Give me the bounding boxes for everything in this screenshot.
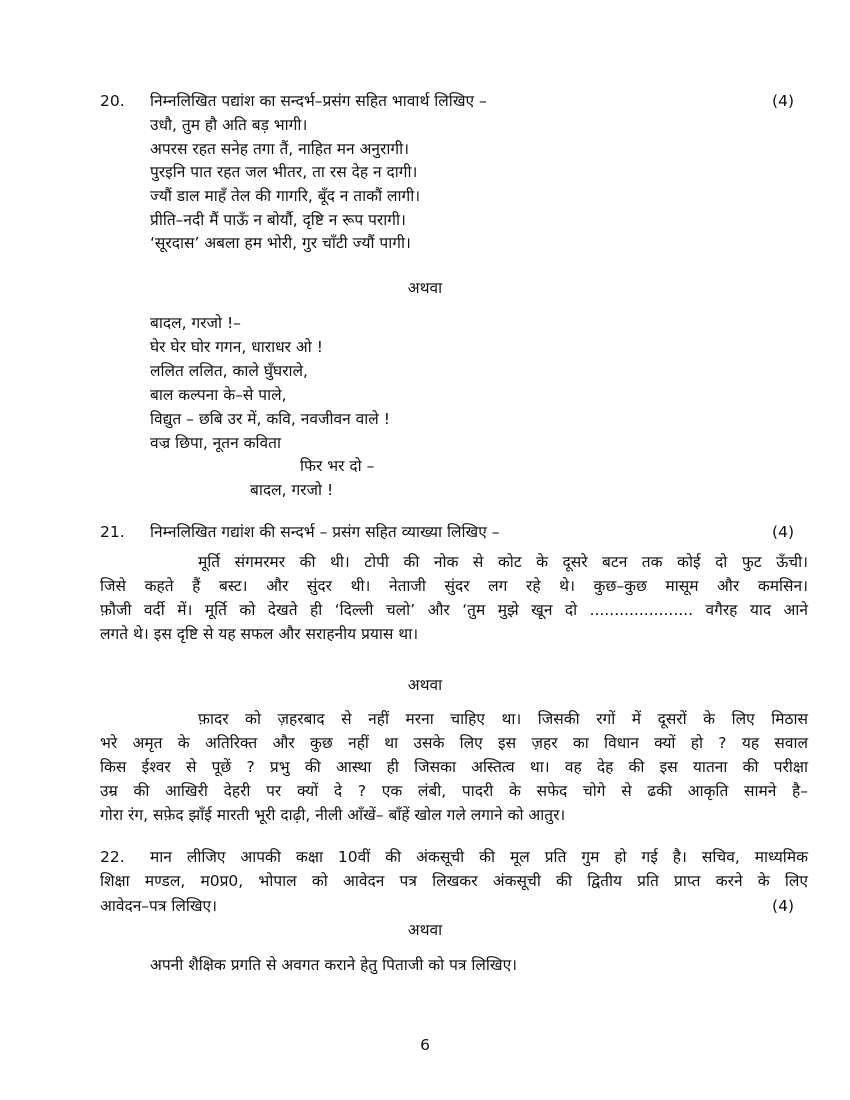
alt-passage-line: उम्र की आखिरी देहरी पर क्यों दे ? एक लंबी, पादरी के सफेद चोगे से ढकी आकृति सामने है– — [100, 782, 808, 800]
alt-passage-line: फ़ादर को ज़हरबाद से नहीं मरना चाहिए था। जिसकी रगों में दूसरों के लिए मिठास — [198, 710, 808, 728]
question-21-marks: (4) — [772, 523, 794, 541]
alt-passage-line: किस ईश्वर से पूछें ? प्रभु की आस्था ही जिसका अस्तित्व था। वह देह की इस यातना की परीक्षा — [100, 758, 808, 776]
question-22-alt: अपनी शैक्षिक प्रगति से अवगत कराने हेतु पिताजी को पत्र लिखिए। — [150, 956, 518, 974]
question-20-prompt: निम्नलिखित पद्यांश का सन्दर्भ–प्रसंग सहित भावार्थ लिखिए – — [150, 92, 487, 110]
or-divider: अथवा — [407, 279, 443, 297]
page-number: 6 — [420, 1036, 430, 1054]
passage-line: मूर्ति संगमरमर की थी। टोपी की नोक से कोट के दूसरे बटन तक कोई दो फुट ऊँची। — [198, 553, 808, 571]
question-21-prompt: निम्नलिखित गद्यांश की सन्दर्भ – प्रसंग सहित व्याख्या लिखिए – — [150, 523, 500, 541]
alt-passage-line: गोरा रंग, सफ़ेद झाँई मारती भूरी दाढ़ी, नीली आँखें– बाँहें खोल गले लगाने को आतुर। — [100, 806, 566, 824]
poem-line: ज्यौं डाल माहँ तेल की गागरि, बूँद न ताकौं लागी। — [150, 187, 421, 205]
question-20-marks: (4) — [772, 92, 794, 110]
poem-line: पुरइनि पात रहत जल भीतर, ता रस देह न दागी। — [150, 163, 418, 181]
question-22-line: आवेदन–पत्र लिखिए। — [100, 897, 217, 915]
poem-line: उधौ, तुम हौ अति बड़ भागी। — [150, 116, 308, 134]
question-22-marks: (4) — [772, 897, 794, 915]
alt-poem-line: ललित ललित, काले घुँघराले, — [150, 362, 308, 380]
passage-line: जिसे कहते हैं बस्ट। और सुंदर थी। नेताजी सुंदर लग रहे थे। कुछ–कुछ मासूम और कमसिन। — [100, 577, 808, 595]
question-20-number: 20. — [100, 92, 125, 110]
passage-line: लगते थे। इस दृष्टि से यह सफल और सराहनीय प्रयास था। — [100, 625, 419, 643]
alt-poem-line: विद्युत – छबि उर में, कवि, नवजीवन वाले ! — [150, 410, 390, 428]
poem-line: प्रीति–नदी मैं पाऊँ न बोर्यौ, दृष्टि न रूप परागी। — [150, 211, 406, 229]
or-divider: अथवा — [407, 921, 443, 939]
alt-poem-line: वज्र छिपा, नूतन कविता — [150, 434, 282, 452]
alt-poem-line: घेर घेर घोर गगन, धाराधर ओ ! — [150, 338, 323, 356]
poem-line: अपरस रहत सनेह तगा तैं, नाहित मन अनुरागी। — [150, 140, 409, 158]
question-22-number: 22. — [100, 848, 125, 866]
alt-poem-line: बादल, गरजो ! — [250, 481, 334, 499]
alt-passage-line: भरे अमृत के अतिरिक्त और कुछ नहीं था उसके लिए इस ज़हर का विधान क्यों हो ? यह सवाल — [100, 734, 808, 752]
or-divider: अथवा — [407, 676, 443, 694]
question-21-number: 21. — [100, 523, 125, 541]
poem-line: ‘सूरदास’ अबला हम भोरी, गुर चाँटी ज्यौं पागी। — [150, 234, 411, 252]
question-22-line: मान लीजिए आपकी कक्षा 10वीं की अंकसूची की मूल प्रति गुम हो गई है। सचिव, माध्यमिक — [150, 848, 808, 866]
alt-poem-line: बादल, गरजो !– — [150, 314, 241, 332]
alt-poem-line: फिर भर दो – — [300, 457, 375, 475]
alt-poem-line: बाल कल्पना के–से पाले, — [150, 386, 287, 404]
passage-line: फ़ौजी वर्दी में। मूर्ति को देखते ही ‘दिल्ली चलो’ और ‘तुम मुझे खून दो ..................... वगैरह याद आने — [100, 601, 808, 619]
question-22-line: शिक्षा मण्डल, म0प्र0, भोपाल को आवेदन पत्र लिखकर अंकसूची की द्वितीय प्रति प्राप्त करने के लिए — [100, 872, 808, 890]
